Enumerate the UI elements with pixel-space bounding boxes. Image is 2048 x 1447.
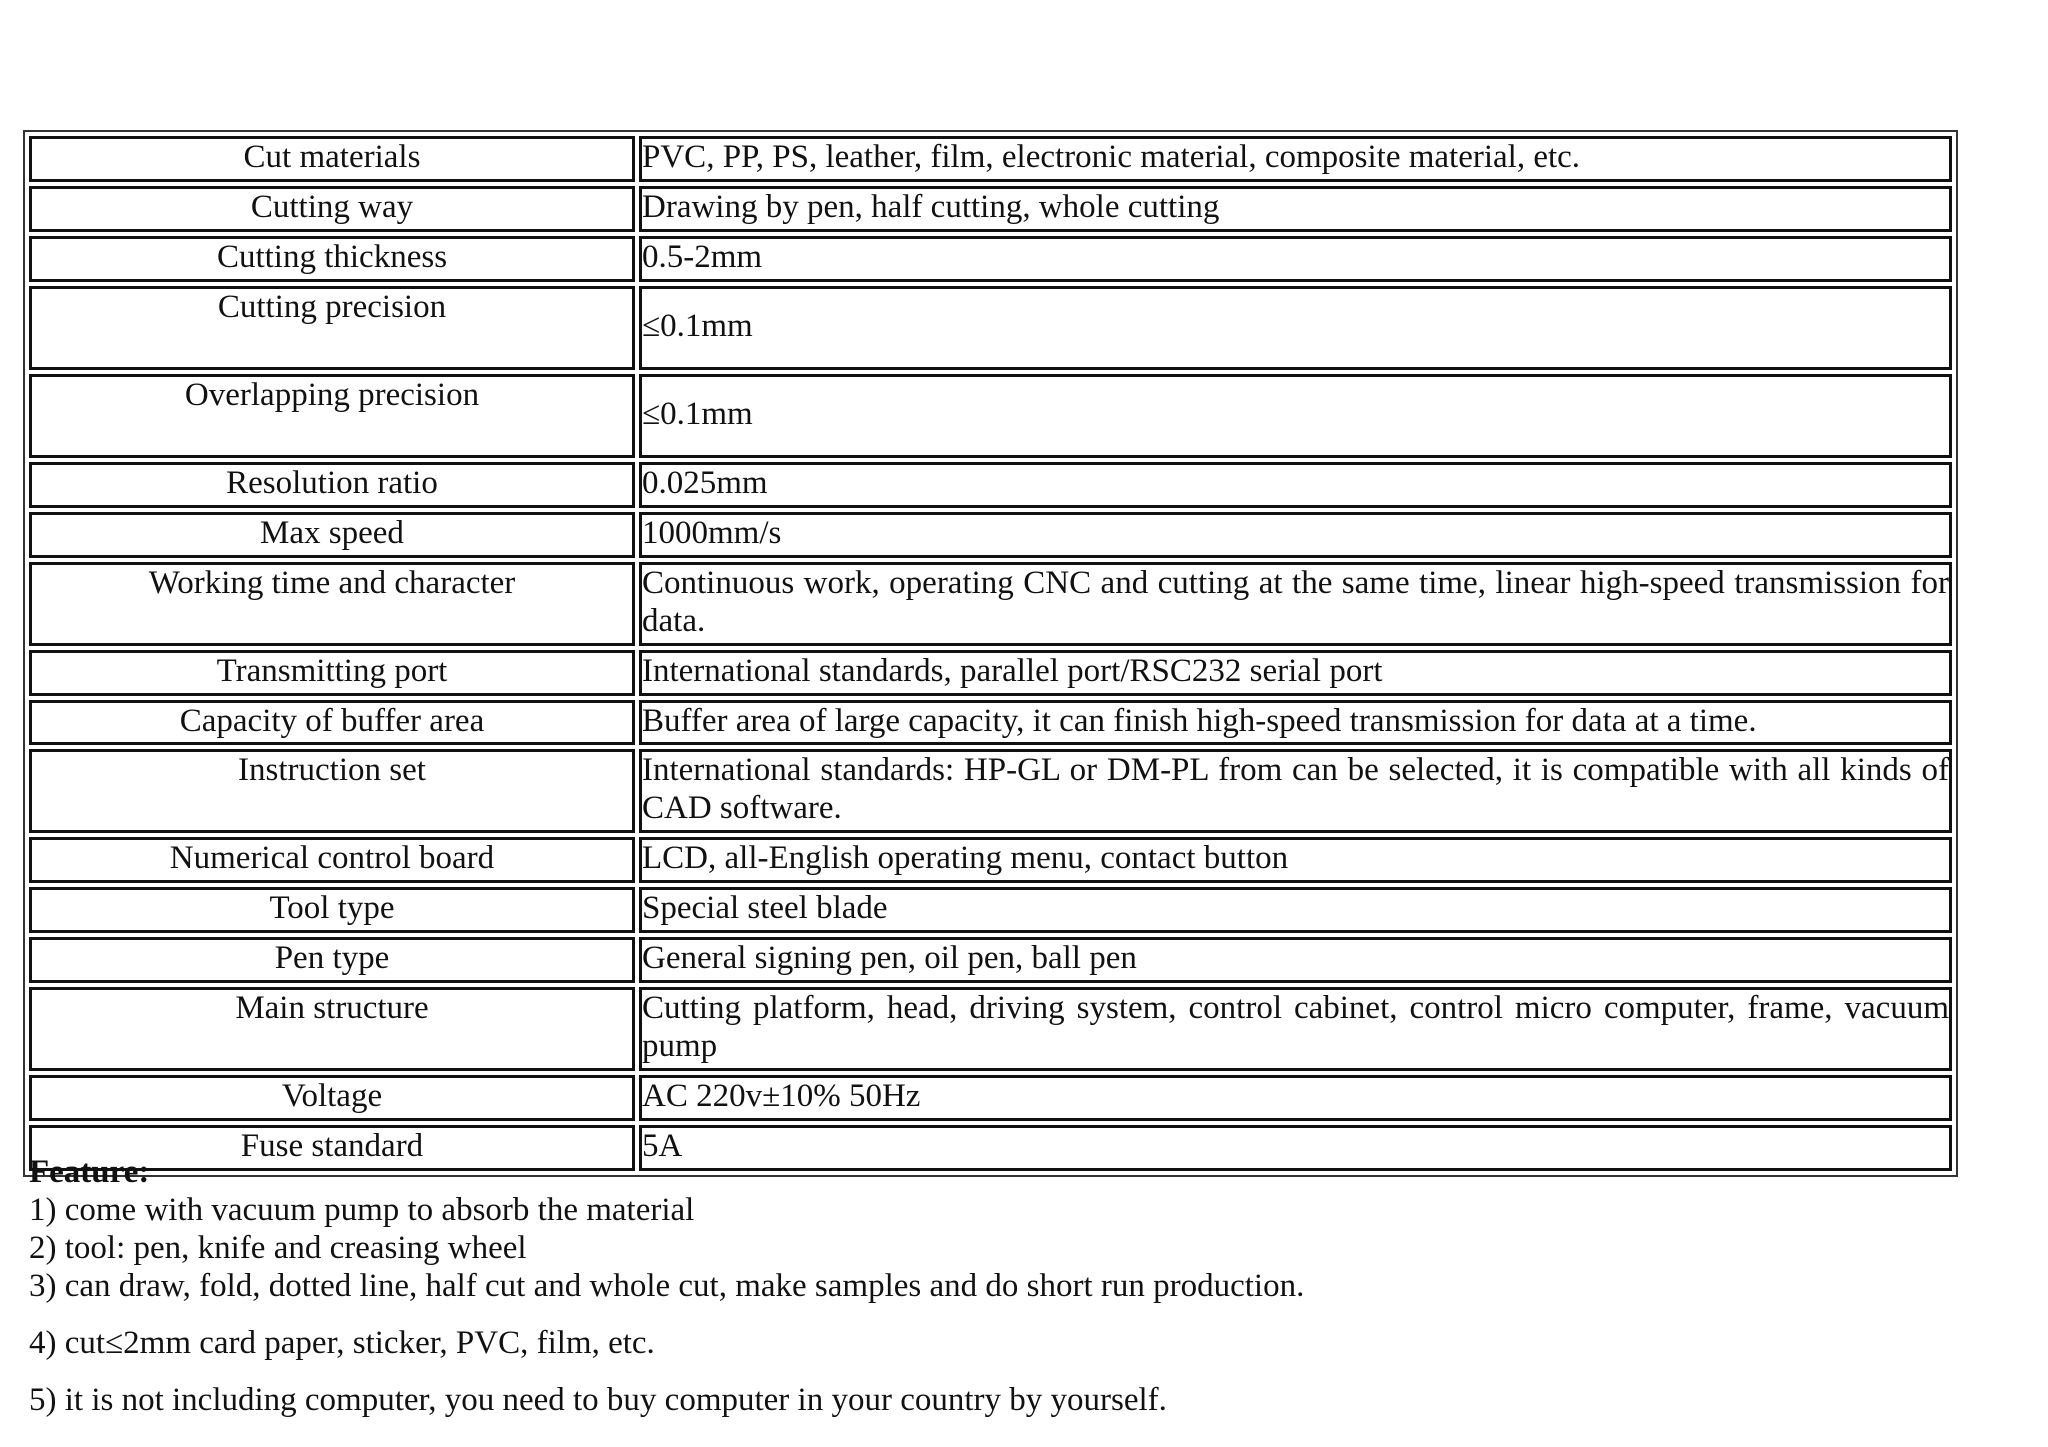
spec-label: Capacity of buffer area bbox=[29, 700, 635, 746]
features-section bbox=[29, 1153, 1304, 1419]
table-row bbox=[29, 749, 1952, 833]
spec-label: Tool type bbox=[29, 887, 635, 933]
spec-label: Transmitting port bbox=[29, 650, 635, 696]
feature-item: 1) come with vacuum pump to absorb the material bbox=[29, 1192, 695, 1228]
table-row bbox=[29, 374, 1952, 458]
table-row bbox=[29, 650, 1952, 696]
features-heading: Feature: bbox=[29, 1154, 150, 1190]
spec-value: Drawing by pen, half cutting, whole cutting bbox=[639, 186, 1952, 232]
table-row bbox=[29, 700, 1952, 746]
spec-label: Cutting precision bbox=[29, 286, 635, 370]
spec-label: Working time and character bbox=[29, 562, 635, 646]
feature-item: 5) it is not including computer, you need to buy computer in your country by yourself. bbox=[29, 1382, 1167, 1418]
table-row bbox=[29, 1075, 1952, 1121]
table-row bbox=[29, 887, 1952, 933]
spec-value: General signing pen, oil pen, ball pen bbox=[639, 937, 1952, 983]
spec-value: Special steel blade bbox=[639, 887, 1952, 933]
spec-label: Fuse standard bbox=[29, 1125, 635, 1171]
feature-item: 2) tool: pen, knife and creasing wheel bbox=[29, 1230, 527, 1266]
table-row bbox=[29, 462, 1952, 508]
spec-label: Max speed bbox=[29, 512, 635, 558]
spec-value: International standards: HP-GL or DM-PL from can be selected, it is compatible with all kinds of CAD software. bbox=[639, 749, 1952, 833]
spec-value: 0.5-2mm bbox=[639, 236, 1952, 282]
spec-value: Buffer area of large capacity, it can finish high-speed transmission for data at a time. bbox=[639, 700, 1952, 746]
spec-value: Cutting platform, head, driving system, control cabinet, control micro computer, frame, vacuum pump bbox=[639, 987, 1952, 1071]
spec-label: Numerical control board bbox=[29, 837, 635, 883]
spec-value: 5A bbox=[639, 1125, 1952, 1171]
table-row bbox=[29, 562, 1952, 646]
spec-label: Cut materials bbox=[29, 136, 635, 182]
spec-value: Continuous work, operating CNC and cutting at the same time, linear high-speed transmission for data. bbox=[639, 562, 1952, 646]
table-row bbox=[29, 987, 1952, 1071]
spec-value: PVC, PP, PS, leather, film, electronic material, composite material, etc. bbox=[639, 136, 1952, 182]
spec-label: Overlapping precision bbox=[29, 374, 635, 458]
table-row bbox=[29, 937, 1952, 983]
spec-table bbox=[23, 130, 1958, 1177]
spec-value: International standards, parallel port/RSC232 serial port bbox=[639, 650, 1952, 696]
spec-label: Cutting way bbox=[29, 186, 635, 232]
table-row bbox=[29, 236, 1952, 282]
spec-value: ≤0.1mm bbox=[639, 374, 1952, 458]
spec-label: Cutting thickness bbox=[29, 236, 635, 282]
spec-value: ≤0.1mm bbox=[639, 286, 1952, 370]
spec-label: Resolution ratio bbox=[29, 462, 635, 508]
spec-label: Voltage bbox=[29, 1075, 635, 1121]
spec-value: AC 220v±10% 50Hz bbox=[639, 1075, 1952, 1121]
table-row bbox=[29, 837, 1952, 883]
feature-item: 4) cut≤2mm card paper, sticker, PVC, film, etc. bbox=[29, 1325, 655, 1361]
table-row bbox=[29, 186, 1952, 232]
table-row bbox=[29, 512, 1952, 558]
table-row bbox=[29, 136, 1952, 182]
spec-label: Main structure bbox=[29, 987, 635, 1071]
spec-value: 1000mm/s bbox=[639, 512, 1952, 558]
spec-value: LCD, all-English operating menu, contact button bbox=[639, 837, 1952, 883]
spec-label: Pen type bbox=[29, 937, 635, 983]
feature-item: 3) can draw, fold, dotted line, half cut and whole cut, make samples and do short run production. bbox=[29, 1268, 1305, 1304]
spec-value: 0.025mm bbox=[639, 462, 1952, 508]
table-row bbox=[29, 286, 1952, 370]
spec-label: Instruction set bbox=[29, 749, 635, 833]
